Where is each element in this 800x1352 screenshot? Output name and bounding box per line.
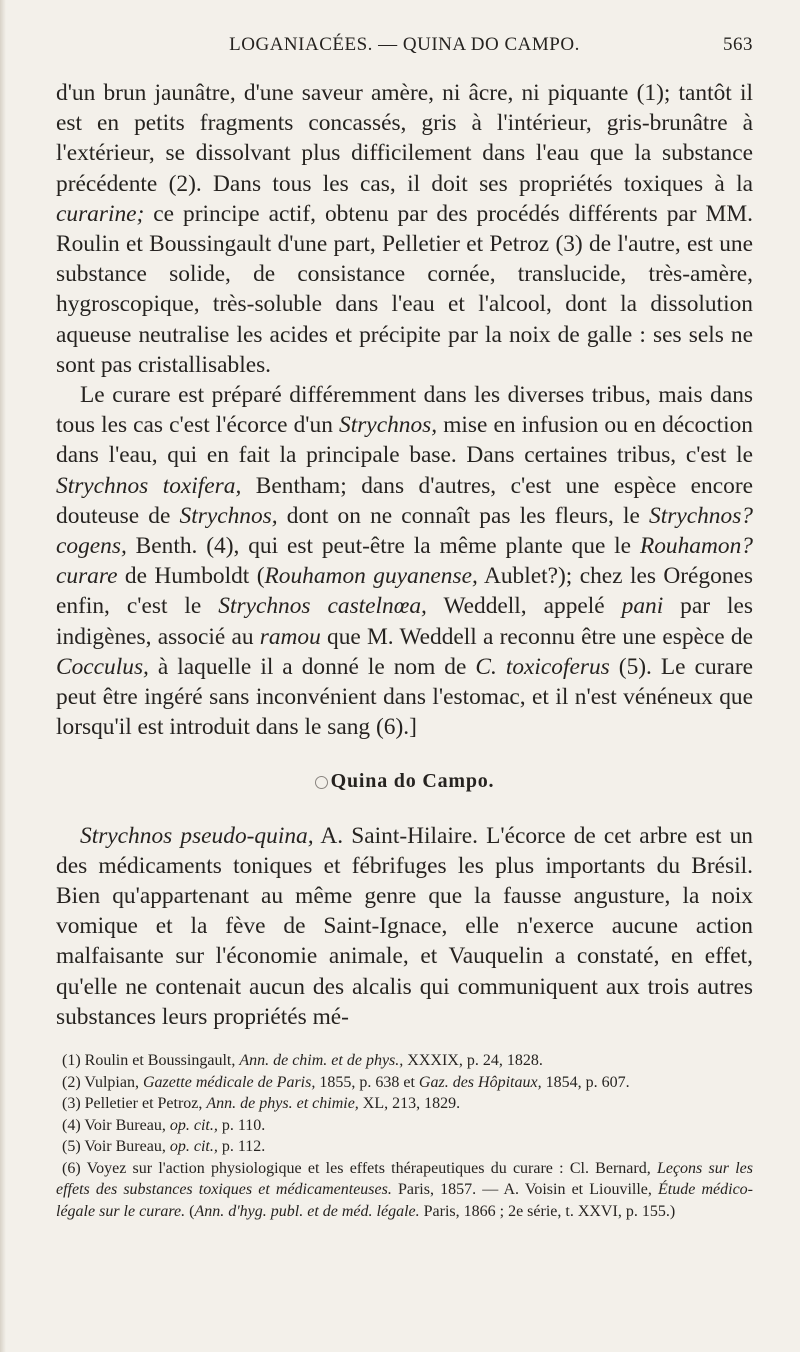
footnote-1: (1) Roulin et Boussingault, Ann. de chim. et de phys., XXXIX, p. 24, 1828. <box>62 1052 543 1070</box>
running-head-title: LOGANIACÉES. — QUINA DO CAMPO. <box>229 34 580 55</box>
footnote-3: (3) Pelletier et Petroz, Ann. de phys. et chimie, XL, 213, 1829. <box>62 1095 461 1113</box>
running-head <box>56 34 753 78</box>
body-text <box>56 78 753 1032</box>
paragraph-curarine: d'un brun jaunâtre, d'une saveur amère, ni âcre, ni piquante (1); tantôt il est en petits fragments concassés, gris à l'intérieur, gris-brunâtre à l'extérieur, se dissolvant plus difficilement dans l'eau que la substance précédente (2). Dans tous les cas, il doit ses propriétés toxiques à la curarine; ce principe actif, obtenu par des procédés différents par MM. Roulin et Boussingault d'une part, Pelletier et Petroz (3) de l'autre, est une substance solide, de consistance cornée, translucide, très-amère, hygroscopique, très-soluble dans l'eau et l'alcool, dont la dissolution aqueuse neutralise les acides et précipite par la noix de galle : ses sels ne sont pas cristallisables. <box>56 80 753 378</box>
footnote-5: (5) Voir Bureau, op. cit., p. 112. <box>62 1138 266 1156</box>
footnotes <box>56 1050 753 1222</box>
paragraph-curare-preparation: Le curare est préparé différemment dans les diverses tribus, mais dans tous les cas c'est l'écorce d'un Strychnos, mise en infusion ou en décoction dans l'eau, qui en fait la principale base. Dans certaines tribus, c'est le Strychnos toxifera, Bentham; dans d'autres, c'est une espèce encore douteuse de Strychnos, dont on ne connaît pas les fleurs, le Strychnos? cogens, Benth. (4), qui est peut-être la même plante que le Rouhamon? curare de Humboldt (Rouhamon guyanense, Aublet?); chez les Orégones enfin, c'est le Strychnos castelnœa, Weddell, appelé pani par les indigènes, associé au ramou que M. Weddell a reconnu être une espèce de Cocculus, à laquelle il a donné le nom de C. toxicoferus (5). Le curare peut être ingéré sans inconvénient dans l'estomac, et il n'est vénéneux que lorsqu'il est introduit dans le sang (6).] <box>56 382 754 741</box>
paragraph-strychnos-pseudo-quina: Strychnos pseudo-quina, A. Saint-Hilaire. L'écorce de cet arbre est un des médicaments toniques et fébrifuges les plus importants du Brésil. Bien qu'appartenant au même genre que la fausse angusture, la noix vomique et la fève de Saint-Ignace, elle n'exerce aucune action malfaisante sur l'économie animale, et Vauquelin a constaté, en effet, qu'elle ne contenait aucun des alcalis qui communiquent aux trois autres substances leurs propriétés mé- <box>56 822 753 1030</box>
footnote-2: (2) Vulpian, Gazette médicale de Paris, 1855, p. 638 et Gaz. des Hôpitaux, 1854, p. 607. <box>62 1073 630 1091</box>
footnote-4: (4) Voir Bureau, op. cit., p. 110. <box>62 1116 266 1134</box>
page-number: 563 <box>723 34 753 55</box>
circle-mark-icon <box>315 776 328 789</box>
footnote-6: (6) Voyez sur l'action physiologique et les effets thérapeutiques du curare : Cl. Bernard, Leçons sur les effets des substances toxiques et médicamenteuses. Paris, 1857. — A. Voisin et Liouville, Étude médico-légale sur le curare. (Ann. d'hyg. publ. et de méd. légale. Paris, 1866 ; 2e série, t. XXVI, p. 155.) <box>56 1159 754 1220</box>
section-heading-quina-do-campo: Quina do Campo. <box>56 766 753 796</box>
